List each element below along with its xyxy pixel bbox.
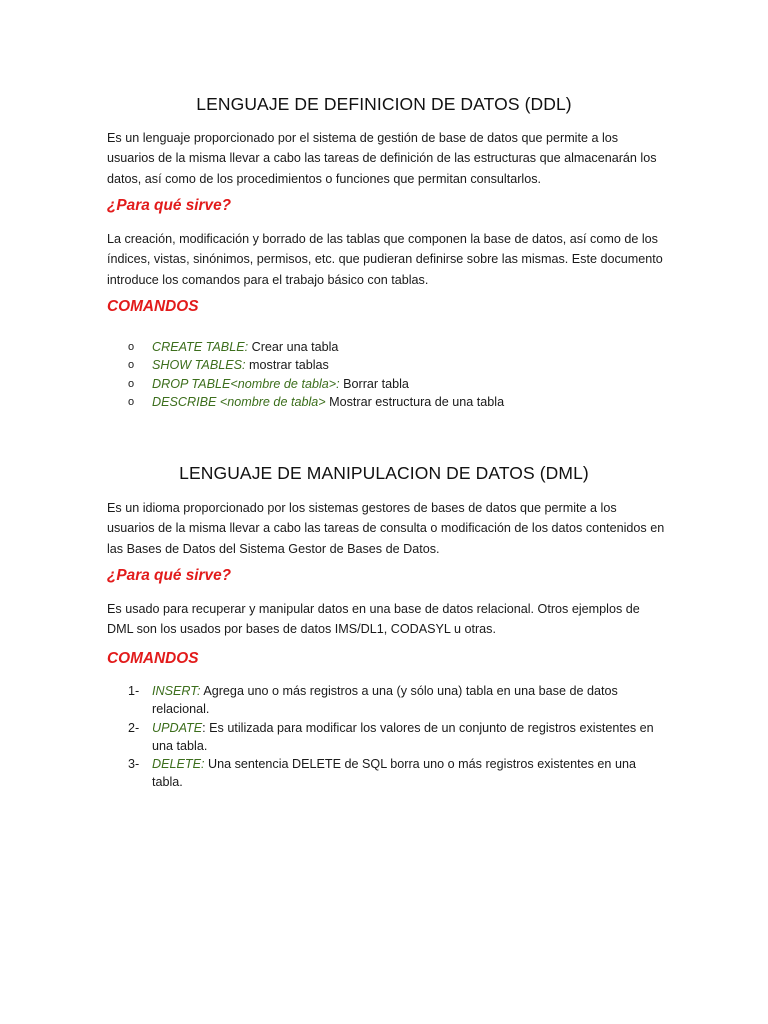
command-keyword: DELETE: xyxy=(152,757,205,772)
dml-title: LENGUAJE DE MANIPULACION DE DATOS (DML) xyxy=(179,463,589,483)
command-description: : Es utilizada para modificar los valores de un conjunto de registros existentes en una tabla. xyxy=(152,720,654,753)
ddl-purpose-heading: ¿Para qué sirve? xyxy=(107,197,232,214)
list-item xyxy=(0,682,768,719)
list-number: 1- xyxy=(128,684,140,698)
list-item xyxy=(0,719,768,756)
list-item xyxy=(0,755,768,792)
dml-commands-list xyxy=(0,682,768,792)
command-keyword: DESCRIBE <nombre de tabla> xyxy=(152,394,326,409)
command-keyword: DROP TABLE<nombre de tabla>: xyxy=(152,376,340,391)
list-bullet: o xyxy=(128,359,135,372)
command-keyword: CREATE TABLE: xyxy=(152,340,249,354)
list-item xyxy=(0,356,768,374)
ddl-intro-paragraph: Es un lenguaje proporcionado por el sistema de gestión de base de datos que permite a los usuarios de la misma llevar a cabo las tareas de definición de las estructuras que almacenarán los datos, así como de los procedimientos o funciones que permitan consultarlos. xyxy=(107,131,657,186)
ddl-purpose-paragraph: La creación, modificación y borrado de las tablas que componen la base de datos, así como de los índices, vistas, sinónimos, permisos, etc. que pudieran definirse sobre las mismas. Este documento introduce los comandos para el trabajo básico con tablas. xyxy=(107,232,663,287)
list-number: 2- xyxy=(128,720,140,735)
command-description: Borrar tabla xyxy=(339,376,409,391)
command-description: Crear una tabla xyxy=(248,340,339,354)
list-number: 3- xyxy=(128,757,140,772)
list-bullet: o xyxy=(128,341,135,353)
dml-purpose-paragraph: Es usado para recuperar y manipular datos en una base de datos relacional. Otros ejemplos de DML son los usados por bases de datos IMS/DL1, CODASYL u otras. xyxy=(107,602,640,637)
ddl-commands-list xyxy=(0,338,768,411)
command-description: Agrega uno o más registros a una (y sólo una) tabla en una base de datos relacional. xyxy=(152,684,618,717)
command-description: mostrar tablas xyxy=(245,358,329,373)
ddl-commands-heading: COMANDOS xyxy=(107,298,199,315)
command-keyword: INSERT: xyxy=(152,684,201,698)
list-bullet: o xyxy=(128,395,135,408)
command-keyword: SHOW TABLES: xyxy=(152,358,246,373)
list-item xyxy=(0,393,768,411)
command-description: Mostrar estructura de una tabla xyxy=(325,394,505,409)
dml-purpose-heading: ¿Para qué sirve? xyxy=(107,567,232,584)
list-item xyxy=(0,338,768,356)
list-item xyxy=(0,375,768,393)
command-description: Una sentencia DELETE de SQL borra uno o más registros existentes en una tabla. xyxy=(152,757,636,790)
dml-commands-heading: COMANDOS xyxy=(107,650,199,667)
list-bullet: o xyxy=(128,377,135,390)
dml-intro-paragraph: Es un idioma proporcionado por los sistemas gestores de bases de datos que permite a los usuarios de la misma llevar a cabo las tareas de consulta o modificación de los datos contenidos en las Bases de Datos del Sistema Gestor de Bases de Datos. xyxy=(107,501,665,556)
ddl-title: LENGUAJE DE DEFINICION DE DATOS (DDL) xyxy=(196,94,572,114)
command-keyword: UPDATE xyxy=(152,720,203,735)
